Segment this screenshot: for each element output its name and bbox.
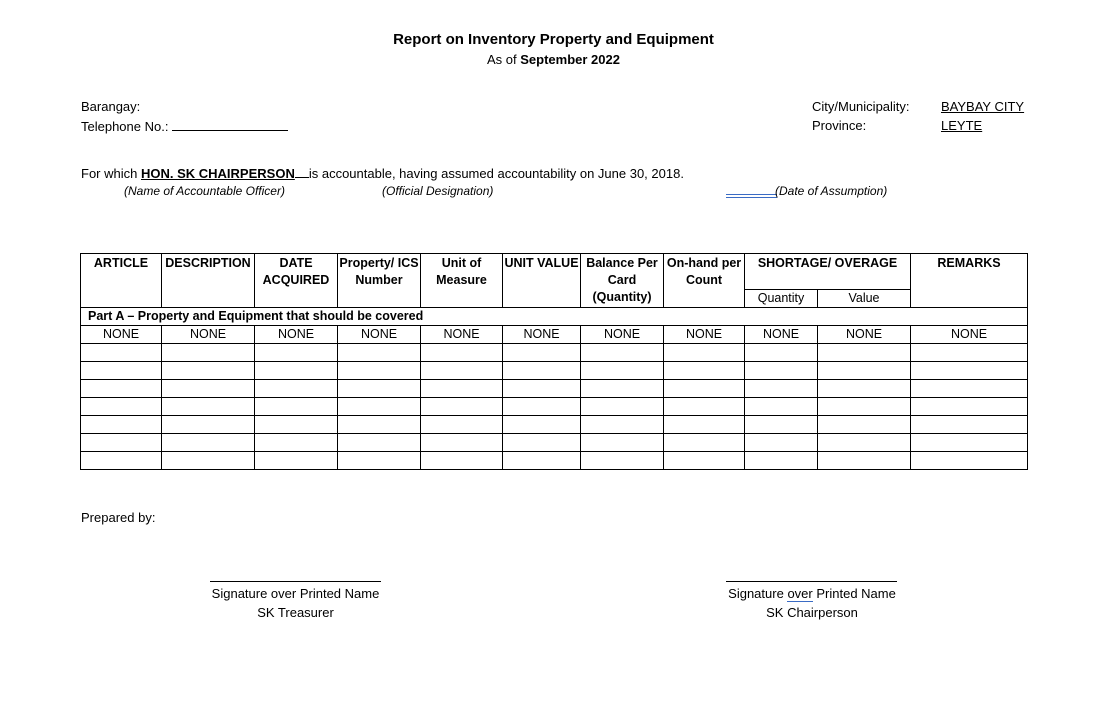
col-unit-measure: Unit of Measure [421, 254, 503, 308]
as-of-date: September 2022 [520, 52, 620, 67]
table-cell: NONE [664, 326, 745, 344]
table-row-empty [81, 398, 1028, 416]
table-cell: NONE [745, 326, 818, 344]
table-cell: NONE [162, 326, 255, 344]
telephone-row [81, 118, 288, 134]
caption-officer-name: (Name of Accountable Officer) [124, 184, 285, 198]
col-balance-card: Balance Per Card (Quantity) [581, 254, 664, 308]
table-row-empty [81, 380, 1028, 398]
date-assumption-blank [726, 194, 777, 195]
caption-date: (Date of Assumption) [775, 184, 888, 198]
signature-line-treasurer [210, 581, 381, 582]
col-description: DESCRIPTION [162, 254, 255, 308]
table-cell: NONE [503, 326, 581, 344]
report-as-of [0, 52, 1107, 67]
report-title: Report on Inventory Property and Equipment [393, 31, 714, 48]
table-row-empty [81, 434, 1028, 452]
col-shortage-overage: SHORTAGE/ OVERAGE [745, 254, 911, 290]
officer-blank [295, 165, 309, 178]
table-cell: NONE [581, 326, 664, 344]
telephone-label: Telephone No.: [81, 119, 169, 134]
accountability-suffix: is accountable, having assumed accountability on June 30, 2018. [308, 166, 684, 181]
table-cell: NONE [255, 326, 338, 344]
table-cell: NONE [818, 326, 911, 344]
accountability-prefix: For which [81, 166, 138, 181]
as-of-prefix: As of [487, 52, 517, 67]
col-date-acquired: DATE ACQUIRED [255, 254, 338, 308]
table-row-empty [81, 416, 1028, 434]
caption-designation: (Official Designation) [382, 184, 494, 198]
sig2-caption-b: over [787, 586, 813, 601]
col-article: ARTICLE [81, 254, 162, 308]
telephone-blank [172, 118, 288, 131]
table-row-empty [81, 362, 1028, 380]
city-label: City/Municipality: [812, 99, 910, 114]
col-onhand-count: On-hand per Count [664, 254, 745, 308]
sig2-caption-c: Printed Name [816, 586, 896, 601]
sig2-caption-a: Signature [728, 586, 784, 601]
accountable-officer: HON. SK CHAIRPERSON [140, 166, 295, 181]
role-treasurer: SK Treasurer [257, 605, 334, 620]
signature-caption-chairperson [712, 586, 912, 601]
barangay-label: Barangay: [81, 99, 141, 114]
inventory-table [80, 253, 1028, 470]
table-cell: NONE [421, 326, 503, 344]
table-cell: NONE [338, 326, 421, 344]
date-assumption-blank-2 [726, 197, 777, 198]
col-shortage-value: Value [818, 290, 911, 308]
col-unit-value: UNIT VALUE [503, 254, 581, 308]
table-header-row [81, 254, 1028, 290]
accountability-statement [81, 165, 684, 181]
city-value: BAYBAY CITY [941, 99, 1025, 114]
table-cell: NONE [911, 326, 1028, 344]
col-shortage-quantity: Quantity [745, 290, 818, 308]
table-cell: NONE [81, 326, 162, 344]
signature-caption-treasurer: Signature over Printed Name [211, 586, 380, 601]
table-row-empty [81, 452, 1028, 470]
col-property-number: Property/ ICS Number [338, 254, 421, 308]
province-value: LEYTE [941, 118, 983, 133]
part-a-label: Part A – Property and Equipment that should be covered [81, 308, 1028, 326]
part-a-row [81, 308, 1028, 326]
table-row [81, 326, 1028, 344]
table-row-empty [81, 344, 1028, 362]
role-chairperson: SK Chairperson [766, 605, 858, 620]
col-remarks: REMARKS [911, 254, 1028, 308]
signature-line-chairperson [726, 581, 897, 582]
prepared-by-label: Prepared by: [81, 510, 156, 525]
province-label: Province: [812, 118, 867, 133]
